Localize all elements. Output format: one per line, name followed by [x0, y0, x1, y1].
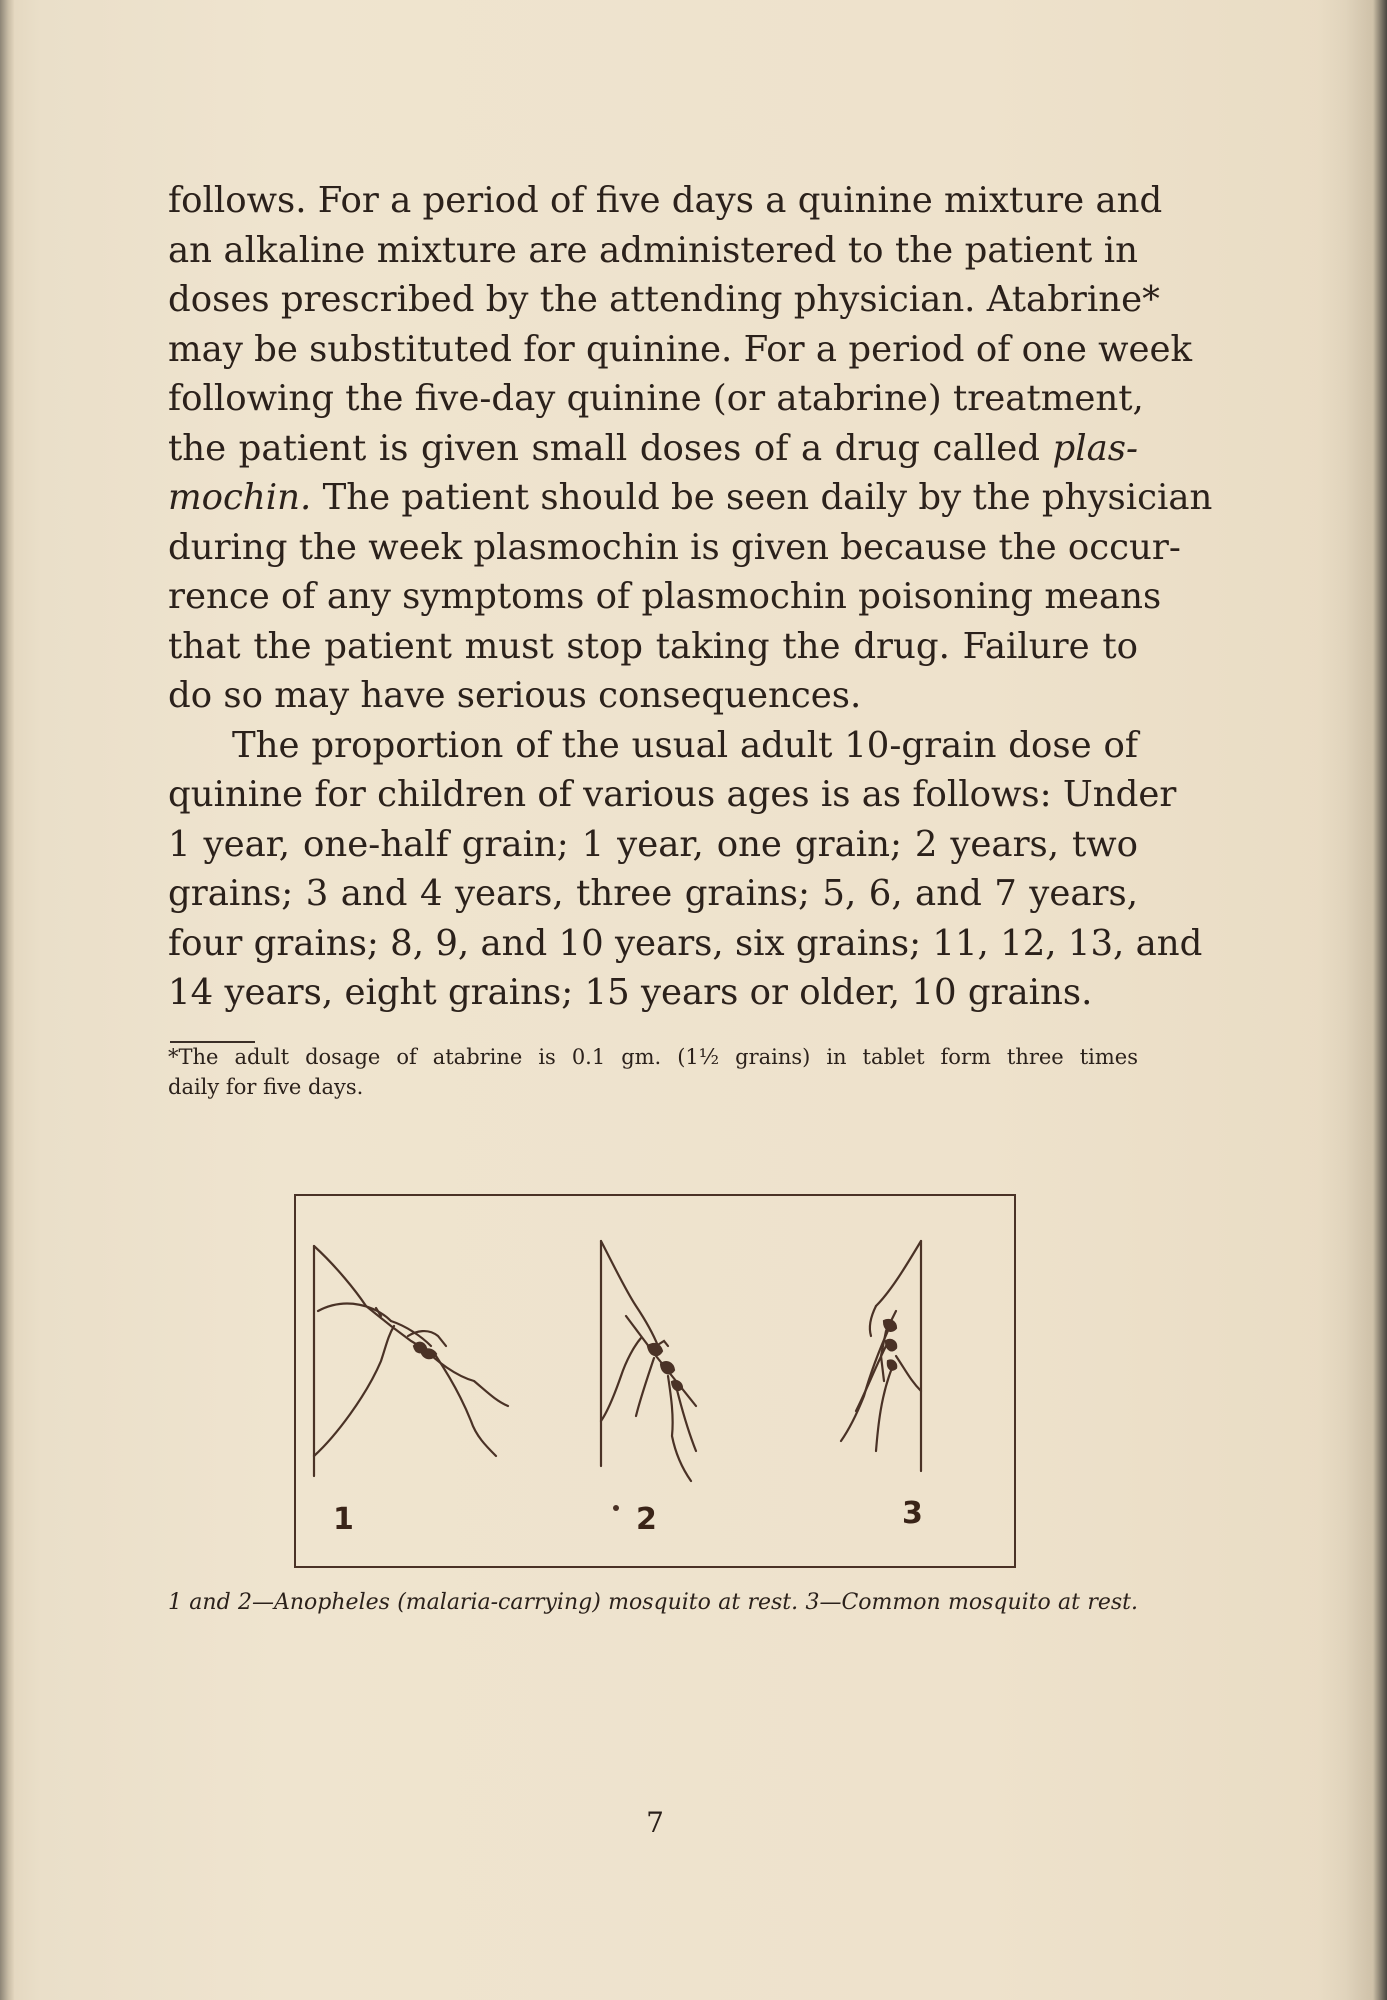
mosquito-3-drawing [841, 1241, 921, 1471]
text-line: during the week plasmochin is given because the occur- [168, 526, 1181, 568]
footnote-line: daily for five days. [168, 1075, 364, 1099]
page-spine-shadow [0, 0, 14, 2000]
text-line: that the patient must stop taking the drug. Failure to [168, 625, 1138, 667]
text-line: do so may have serious consequences. [168, 675, 862, 716]
ink-dot [613, 1505, 619, 1511]
body-text [168, 176, 1213, 1018]
text-line: an alkaline mixture are administered to the patient in [168, 229, 1138, 271]
text-line: following the five-day quinine (or atabrine) treatment, [168, 378, 1144, 419]
italic-term: mochin. [168, 477, 312, 518]
text-line: doses prescribed by the attending physician. Atabrine* [168, 279, 1160, 320]
text-line [168, 473, 1213, 523]
text-line: quinine for children of various ages is as follows: Under [168, 774, 1177, 815]
text-line [168, 424, 1138, 474]
page-number: 7 [646, 1806, 664, 1839]
text-line: 1 year, one-half grain; 1 year, one grain; 2 years, two [168, 823, 1138, 865]
italic-term: plas- [1052, 427, 1138, 469]
mosquito-2-drawing [601, 1241, 696, 1481]
text-line: four grains; 8, 9, and 10 years, six grains; 11, 12, 13, and [168, 922, 1203, 964]
figure-label-2: 2 [636, 1502, 657, 1537]
mosquito-figure [294, 1194, 1016, 1568]
text-line: 14 years, eight grains; 15 years or older, 10 grains. [168, 972, 1093, 1013]
mosquito-1-drawing [314, 1246, 508, 1476]
text-fragment: The patient should be seen daily by the physician [322, 477, 1213, 518]
text-fragment: the patient is given small doses of a drug called [168, 427, 1040, 469]
page-edge-shadow [1317, 0, 1387, 2000]
text-line: rence of any symptoms of plasmochin poisoning means [168, 576, 1162, 617]
footnote-line: *The adult dosage of atabrine is 0.1 gm. (1½ grains) in tablet form three times [168, 1045, 1138, 1069]
text-line: may be substituted for quinine. For a period of one week [168, 328, 1193, 370]
footnote [168, 1042, 1138, 1102]
figure-label-3: 3 [902, 1496, 923, 1531]
text-line: follows. For a period of five days a quinine mixture and [168, 180, 1163, 221]
figure-label-1: 1 [333, 1502, 354, 1537]
text-line: grains; 3 and 4 years, three grains; 5, 6, and 7 years, [168, 873, 1138, 914]
figure-caption: 1 and 2—Anopheles (malaria-carrying) mosquito at rest. 3—Common mosquito at rest. [168, 1590, 1138, 1615]
text-line: The proportion of the usual adult 10-grain dose of [232, 724, 1138, 766]
